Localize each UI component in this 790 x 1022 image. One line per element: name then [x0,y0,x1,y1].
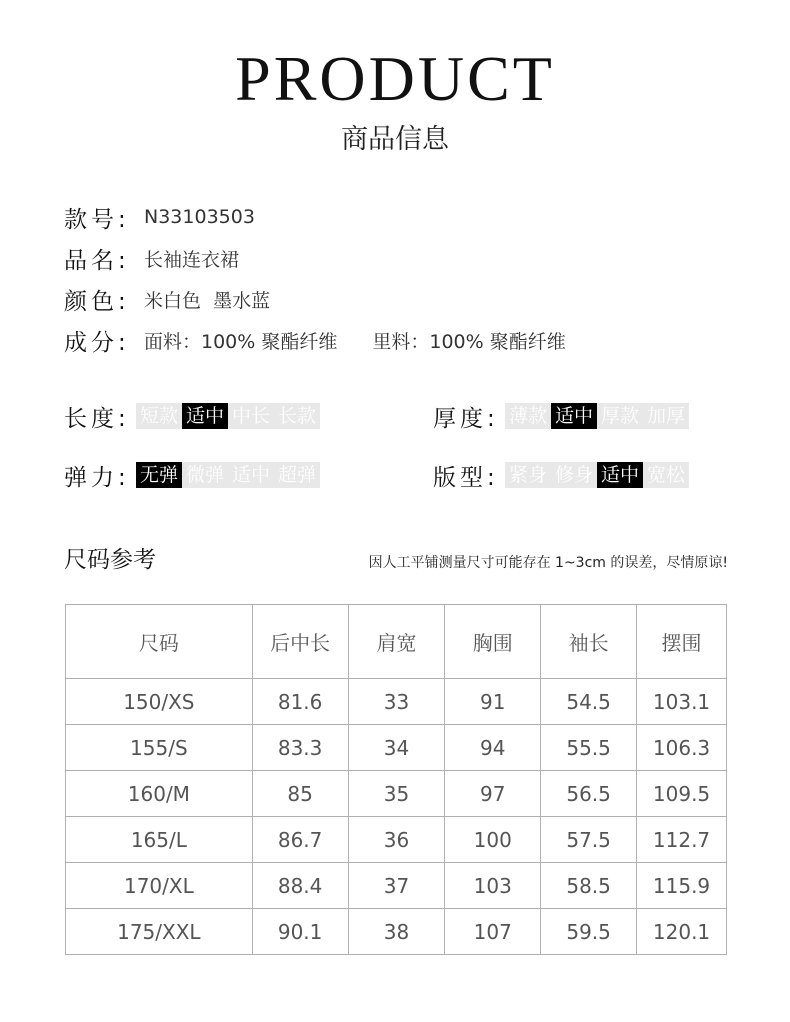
info-color [64,282,270,316]
table-cell: 170/XL [66,863,253,909]
table-cell: 103 [445,863,541,909]
option-chip: 适中 [551,403,597,429]
attr-elasticity [64,460,320,490]
table-cell: 58.5 [541,863,637,909]
option-chip: 无弹 [136,462,182,488]
info-composition [64,323,566,357]
attr-options [505,403,689,429]
table-cell: 81.6 [252,679,348,725]
table-cell: 100 [445,817,541,863]
table-cell: 36 [348,817,445,863]
table-cell: 155/S [66,725,253,771]
table-cell: 35 [348,771,445,817]
table-cell: 112.7 [637,817,727,863]
attr-options [136,462,320,488]
attr-options [505,462,689,488]
column-header: 肩宽 [348,605,445,679]
attr-label: 版型: [433,464,499,491]
table-row [66,771,727,817]
page-subtitle: 商品信息 [341,124,449,155]
table-cell: 86.7 [252,817,348,863]
table-cell: 56.5 [541,771,637,817]
info-label: 成分: [64,329,130,356]
column-header: 胸围 [445,605,541,679]
table-cell: 94 [445,725,541,771]
table-cell: 106.3 [637,725,727,771]
table-cell: 83.3 [252,725,348,771]
option-chip: 适中 [597,462,643,488]
info-value: 长袖连衣裙 [144,248,240,271]
option-chip: 加厚 [643,403,689,429]
table-cell: 103.1 [637,679,727,725]
option-chip: 微弹 [182,462,228,488]
info-label: 品名: [64,247,130,274]
table-cell: 55.5 [541,725,637,771]
table-cell: 115.9 [637,863,727,909]
table-cell: 33 [348,679,445,725]
option-chip: 厚款 [597,403,643,429]
option-chip: 适中 [228,462,274,488]
info-name [64,241,239,275]
option-chip: 长款 [274,403,320,429]
table-cell: 97 [445,771,541,817]
table-cell: 85 [252,771,348,817]
option-chip: 修身 [551,462,597,488]
table-cell: 109.5 [637,771,727,817]
table-row [66,909,727,955]
info-value: N33103503 [144,206,255,228]
size-note: 因人工平铺测量尺寸可能存在 1~3cm 的误差，尽情原谅! [368,555,728,571]
table-cell: 165/L [66,817,253,863]
table-cell: 59.5 [541,909,637,955]
option-chip: 紧身 [505,462,551,488]
table-cell: 90.1 [252,909,348,955]
attr-fit [433,460,689,490]
table-cell: 175/XXL [66,909,253,955]
attr-length [64,401,320,431]
column-header: 袖长 [541,605,637,679]
table-cell: 150/XS [66,679,253,725]
table-body [66,679,727,955]
table-cell: 107 [445,909,541,955]
option-chip: 中长 [228,403,274,429]
info-value: 米白色 墨水蓝 [144,289,271,312]
table-header-row [66,605,727,679]
option-chip: 薄款 [505,403,551,429]
option-chip: 宽松 [643,462,689,488]
column-header: 后中长 [252,605,348,679]
table-cell: 34 [348,725,445,771]
table-cell: 38 [348,909,445,955]
table-cell: 57.5 [541,817,637,863]
table-row [66,725,727,771]
table-cell: 54.5 [541,679,637,725]
table-cell: 120.1 [637,909,727,955]
page-title: PRODUCT [235,43,555,114]
option-chip: 适中 [182,403,228,429]
info-label: 款号: [64,206,130,233]
table-row [66,863,727,909]
table-cell: 160/M [66,771,253,817]
column-header: 摆围 [637,605,727,679]
attr-label: 弹力: [64,464,130,491]
table-row [66,679,727,725]
option-chip: 超弹 [274,462,320,488]
table-row [66,817,727,863]
table-cell: 91 [445,679,541,725]
column-header: 尺码 [66,605,253,679]
attr-label: 厚度: [433,405,499,432]
info-value: 面料：100% 聚酯纤维 [144,330,338,353]
attr-options [136,403,320,429]
size-title: 尺码参考 [64,547,156,573]
info-style-no [64,200,255,234]
table-cell: 88.4 [252,863,348,909]
attr-thickness [433,401,689,431]
option-chip: 短款 [136,403,182,429]
info-value-lining: 里料：100% 聚酯纤维 [372,330,566,353]
table-cell: 37 [348,863,445,909]
attr-label: 长度: [64,405,130,432]
size-table [65,604,727,955]
info-label: 颜色: [64,288,130,315]
